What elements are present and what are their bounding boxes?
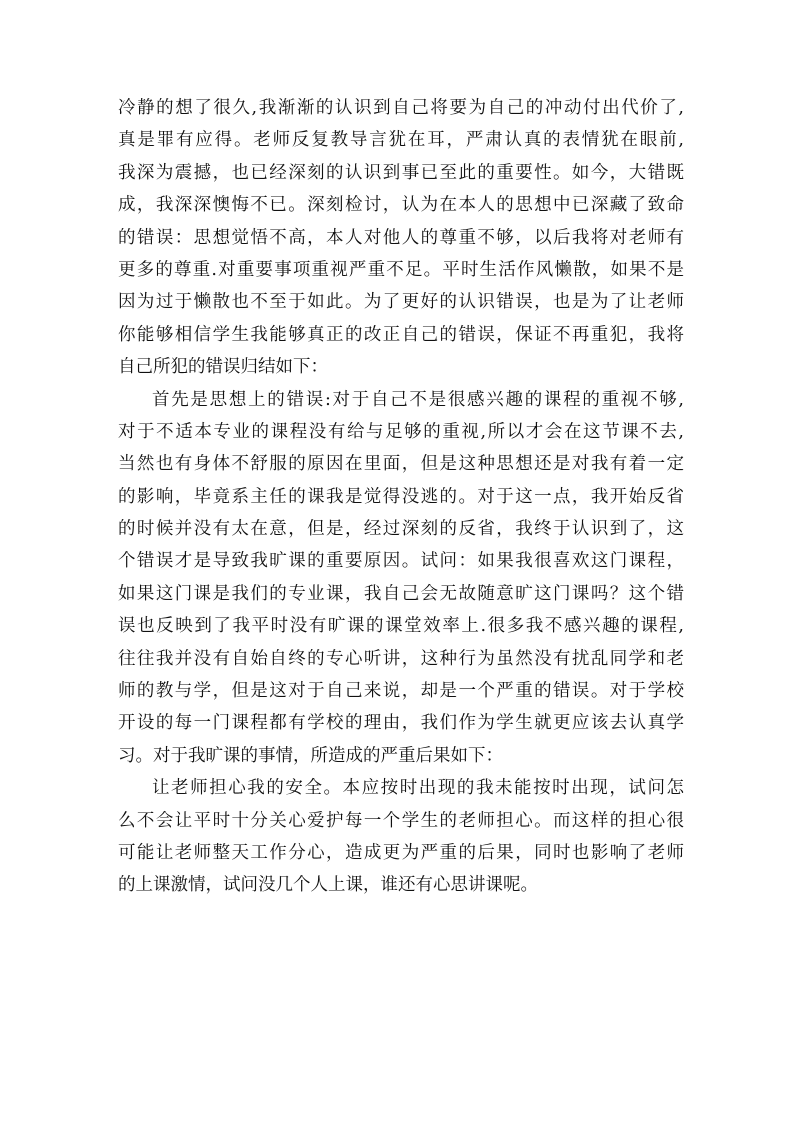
text-line: 因为过于懒散也不至于如此。为了更好的认识错误，也是为了让老师 [118,292,684,313]
text-line: 如果这门课是我们的专业课，我自己会无故随意旷这门课吗？这个错 [118,583,684,604]
text-line: 误也反映到了我平时没有旷课的课堂效率上.很多我不感兴趣的课程, [118,616,684,637]
text-line: 师的教与学，但是这对于自己来说，却是一个严重的错误。对于学校 [118,681,684,702]
text-line: 习。对于我旷课的事情，所造成的严重后果如下： [118,745,503,766]
text-line: 冷静的想了很久,我渐渐的认识到自己将要为自己的冲动付出代价了, [118,98,684,118]
text-line: 更多的尊重.对重要事项重视严重不足。平时生活作风懒散，如果不是 [118,259,684,280]
paragraph-3 [118,772,684,902]
document-body [118,92,684,902]
text-line: 的错误：思想觉悟不高，本人对他人的尊重不够，以后我将对老师有 [118,227,684,248]
text-line: 么不会让平时十分关心爱护每一个学生的老师担心。而这样的担心很 [118,810,684,831]
text-line: 让老师担心我的安全。本应按时出现的我未能按时出现，试问怎 [152,778,684,799]
text-line: 你能够相信学生我能够真正的改正自己的错误，保证不再重犯，我将 [118,324,684,345]
text-line: 真是罪有应得。老师反复教导言犹在耳，严肃认真的表情犹在眼前, [118,130,684,151]
text-line: 自己所犯的错误归结如下： [118,357,328,378]
paragraph-2 [118,384,684,773]
text-line: 的影响，毕竟系主任的课我是觉得没逃的。对于这一点，我开始反省 [118,486,684,507]
text-line: 我深为震撼，也已经深刻的认识到事已至此的重要性。如今，大错既 [118,162,684,183]
text-line: 开设的每一门课程都有学校的理由，我们作为学生就更应该去认真学 [118,713,684,734]
text-line: 首先是思想上的错误:对于自己不是很感兴趣的课程的重视不够, [152,389,684,410]
text-line: 个错误才是导致我旷课的重要原因。试问：如果我很喜欢这门课程， [118,551,684,572]
text-line: 往往我并没有自始自终的专心听讲，这种行为虽然没有扰乱同学和老 [118,648,684,669]
text-line: 当然也有身体不舒服的原因在里面，但是这种思想还是对我有着一定 [118,454,684,475]
text-line: 的上课激情，试问没几个人上课，谁还有心思讲课呢。 [118,875,538,896]
paragraph-1 [118,92,684,384]
text-line: 成，我深深懊悔不已。深刻检讨，认为在本人的思想中已深藏了致命 [118,195,684,216]
text-line: 可能让老师整天工作分心，造成更为严重的后果，同时也影响了老师 [118,842,684,863]
text-line: 对于不适本专业的课程没有给与足够的重视,所以才会在这节课不去, [118,421,684,442]
text-line: 的时候并没有太在意，但是，经过深刻的反省，我终于认识到了，这 [118,519,684,540]
